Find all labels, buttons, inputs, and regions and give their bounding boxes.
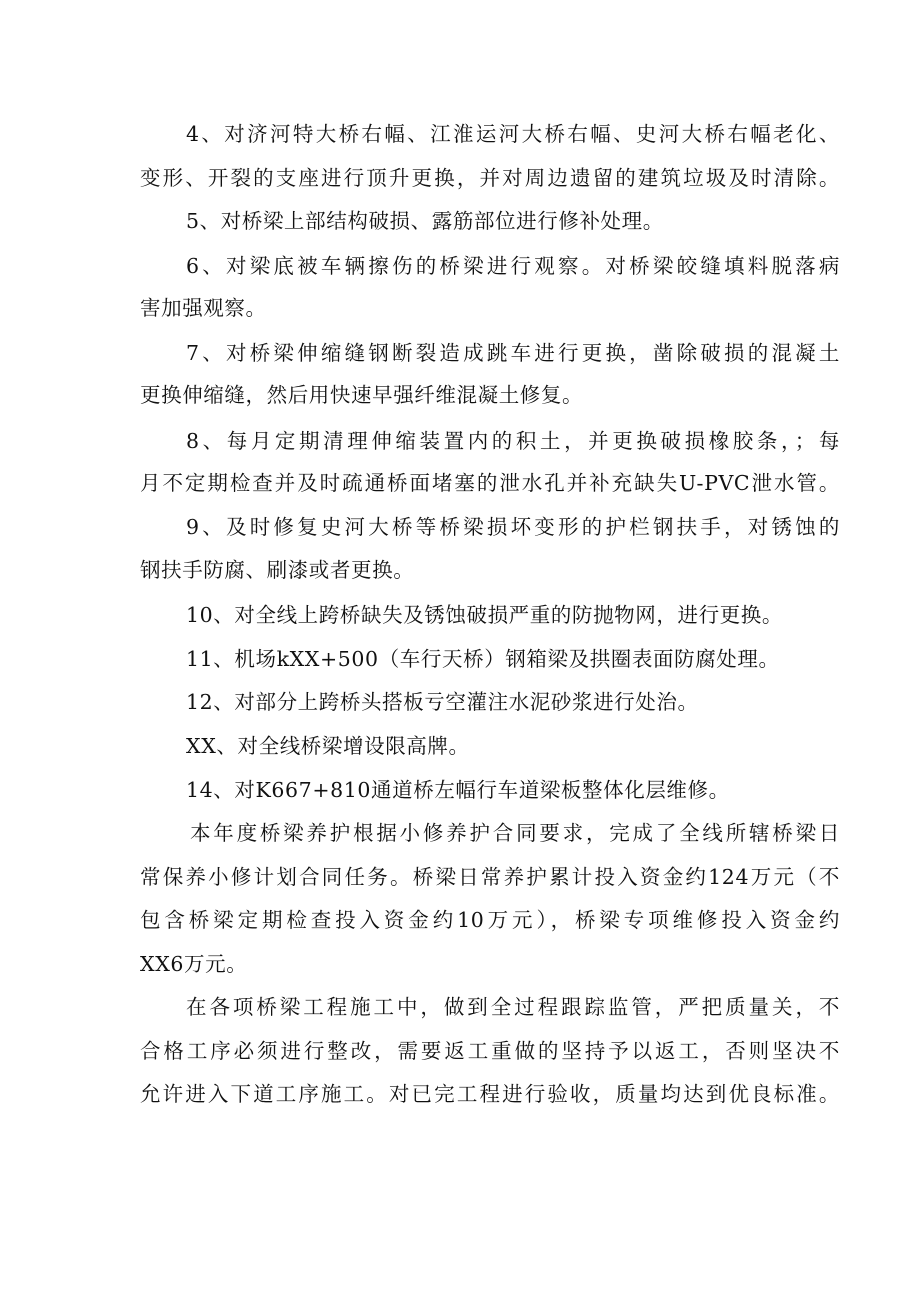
summary-paragraph-line-4: XX6万元。 <box>140 952 248 976</box>
quality-paragraph-line-3: 允许进入下道工序施工。对已完工程进行验收，质量均达到优良标准。 <box>140 1082 840 1106</box>
item-4-line-2: 变形、开裂的支座进行顶升更换，并对周边遗留的建筑垃圾及时清除。 <box>140 166 840 190</box>
quality-paragraph-line-1: 在各项桥梁工程施工中，做到全过程跟踪监管，严把质量关，不 <box>186 995 840 1019</box>
summary-paragraph-line-3: 包含桥梁定期检查投入资金约10万元），桥梁专项维修投入资金约 <box>140 908 840 932</box>
item-7-line-1: 7、对桥梁伸缩缝钢断裂造成跳车进行更换，凿除破损的混凝土 <box>186 341 840 365</box>
item-9-line-2: 钢扶手防腐、刷漆或者更换。 <box>140 558 415 582</box>
summary-paragraph-line-2: 常保养小修计划合同任务。桥梁日常养护累计投入资金约124万元（不 <box>140 865 840 889</box>
item-7-line-2: 更换伸缩缝，然后用快速早强纤维混凝土修复。 <box>140 383 584 407</box>
item-4-line-1: 4、对济河特大桥右幅、江淮运河大桥右幅、史河大桥右幅老化、 <box>186 122 840 146</box>
item-6-line-1: 6、对梁底被车辆擦伤的桥梁进行观察。对桥梁皎缝填料脱落病 <box>186 254 840 278</box>
item-11: 11、机场kXX+500（车行天桥）钢箱梁及拱圈表面防腐处理。 <box>186 647 780 671</box>
item-14: 14、对K667+810通道桥左幅行车道梁板整体化层维修。 <box>186 778 730 802</box>
item-9-line-1: 9、及时修复史河大桥等桥梁损坏变形的护栏钢扶手，对锈蚀的 <box>186 515 840 539</box>
item-8-line-2: 月不定期检查并及时疏通桥面堵塞的泄水孔并补充缺失U-PVC泄水管。 <box>140 471 840 495</box>
item-12: 12、对部分上跨桥头搭板亏空灌注水泥砂浆进行处治。 <box>186 690 699 714</box>
quality-paragraph-line-2: 合格工序必须进行整改，需要返工重做的坚持予以返工，否则坚决不 <box>140 1039 840 1063</box>
item-xx: XX、对全线桥梁增设限高牌。 <box>186 734 470 758</box>
summary-paragraph-line-1: 本年度桥梁养护根据小修养护合同要求，完成了全线所辖桥梁日 <box>190 821 840 845</box>
item-6-line-2: 害加强观察。 <box>140 296 267 320</box>
item-8-line-1: 8、每月定期清理伸缩装置内的积土，并更换破损橡胶条，；每 <box>186 429 840 453</box>
item-5: 5、对桥梁上部结构破损、露筋部位进行修补处理。 <box>186 209 664 233</box>
item-10: 10、对全线上跨桥缺失及锈蚀破损严重的防抛物网，进行更换。 <box>186 603 783 627</box>
